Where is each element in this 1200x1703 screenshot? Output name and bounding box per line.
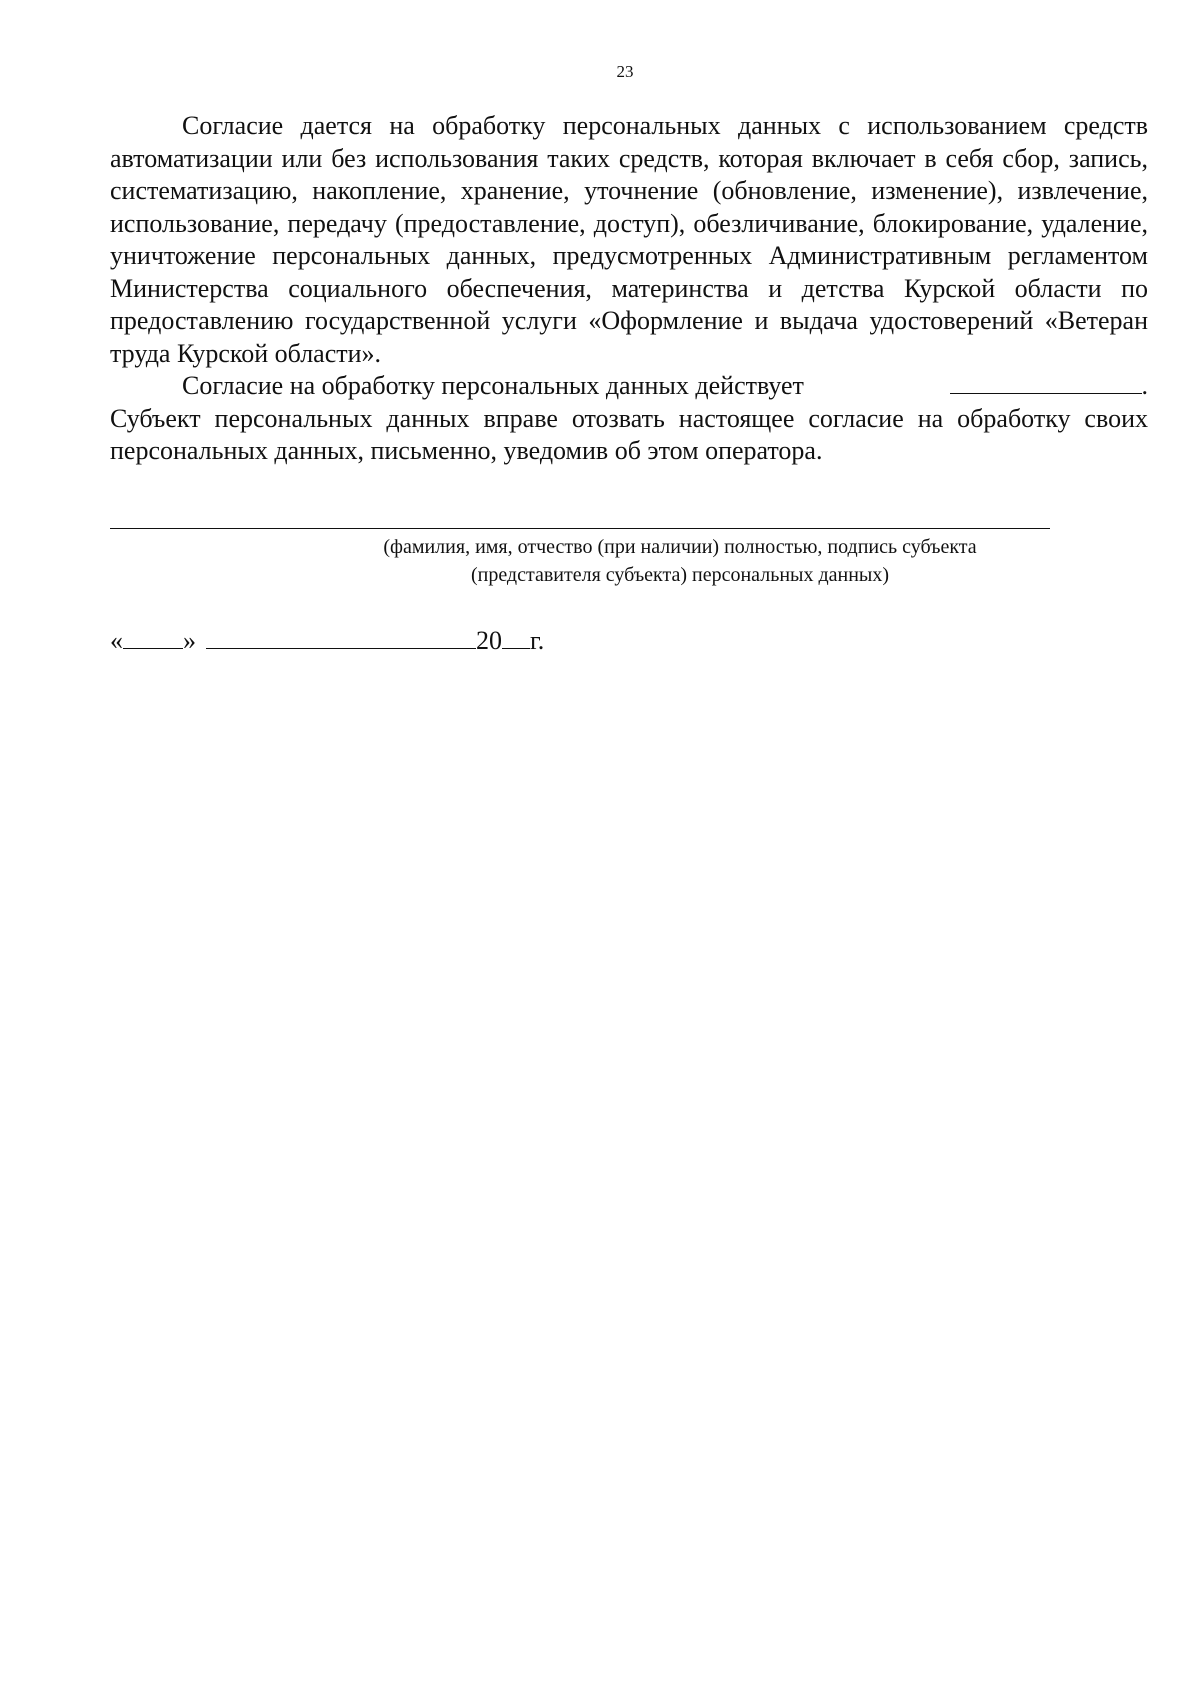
date-century: 20 [476, 626, 502, 655]
consent-term-line [110, 370, 1148, 403]
date-year-suffix: г. [530, 626, 545, 655]
signature-line[interactable] [110, 528, 1050, 529]
date-open-quote: « [110, 626, 123, 655]
consent-term-blank[interactable] [950, 371, 1142, 394]
date-close-quote: » [183, 626, 196, 655]
consent-paragraph-withdrawal: Субъект персональных данных вправе отозвать настоящее согласие на обработку своих персональных данных, письменно, уведомив об этом оператора. [110, 403, 1148, 465]
consent-text [110, 110, 1148, 468]
consent-term-label: Согласие на обработку персональных данных действует [182, 371, 804, 400]
signature-caption [110, 533, 1200, 589]
date-day-blank[interactable] [123, 626, 183, 649]
consent-paragraph-scope: Согласие дается на обработку персональных данных с использованием средств автоматизации или без использования таких средств, которая включает в себя сбор, запись, систематизацию, накопление, хранение, уточнение (обновление, изменение), извлечение, использование, передачу (предоставление, доступ), обезличивание, блокирование, удаление, уничтожение персональных данных, предусмотренных Административным регламентом Министерства социального обеспечения, материнства и детства Курской области по предоставлению государственной услуги «Оформление и выдача удостоверений «Ветеран труда Курской области». [110, 111, 1148, 368]
page-number: 23 [616, 62, 634, 81]
date-year-blank[interactable] [502, 626, 530, 649]
date-field [110, 626, 544, 656]
date-month-blank[interactable] [206, 626, 476, 649]
consent-term-field[interactable] [950, 370, 1149, 403]
signature-caption-line-2: (представителя субъекта) персональных данных) [470, 564, 890, 586]
consent-term-period: . [1141, 371, 1148, 400]
signature-caption-line-1: (фамилия, имя, отчество (при наличии) полностью, подпись субъекта [383, 536, 977, 558]
